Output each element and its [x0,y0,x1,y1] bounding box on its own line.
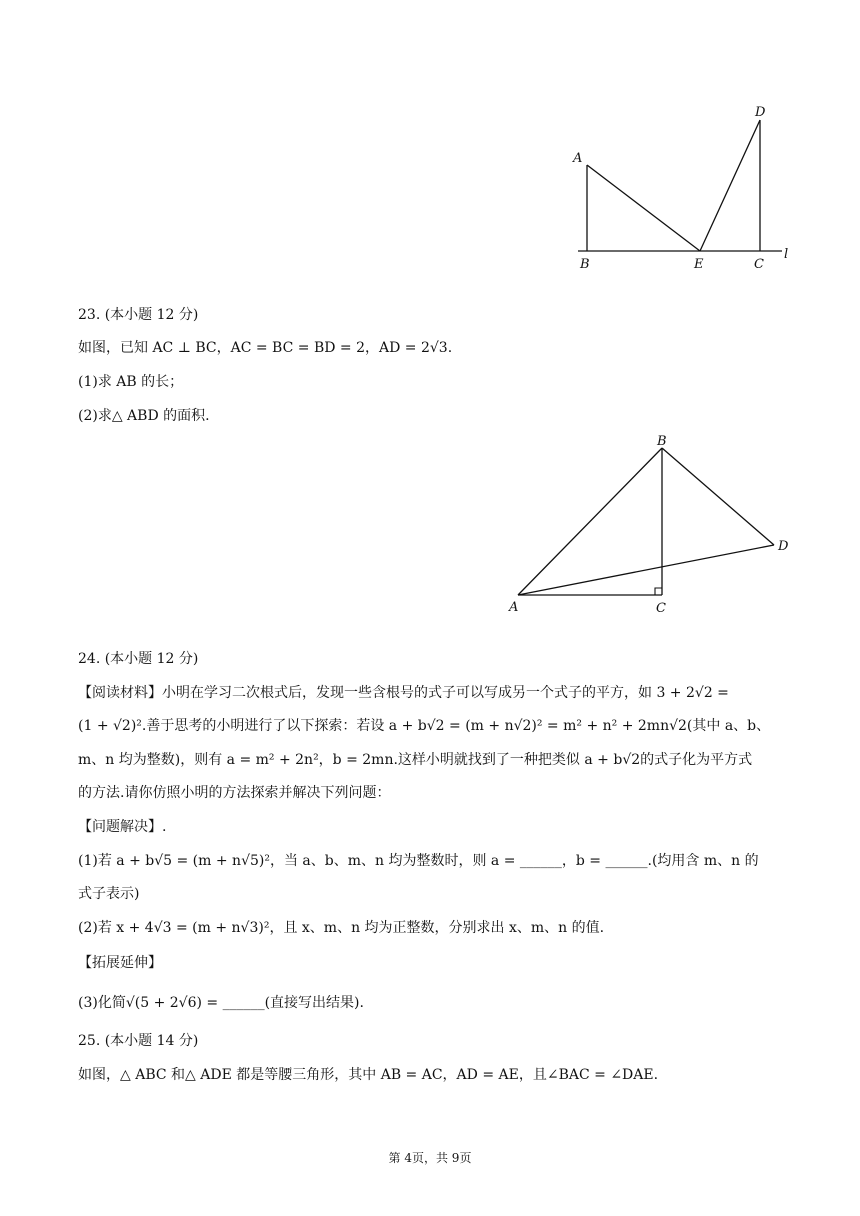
label-a: A [509,600,519,615]
label-b: B [580,257,590,272]
figure-q22-diagram [560,98,800,278]
q24-part1-line1: (1)若 a + b√5 = (m + n√5)²，当 a、b、m、n 均为整数时，则 a = ______，b = ______.(均用含 m、n 的 [78,853,759,869]
right-angle-mark [655,588,662,595]
q24-header: 24. (本小题 12 分) [78,651,199,667]
q23-stem: 如图，已知 AC ⊥ BC，AC = BC = BD = 2，AD = 2√3. [78,340,453,356]
q24-reading-line3: m、n 均为整数)，则有 a = m² + 2n²，b = 2mn.这样小明就找到了一种把类似 a + b√2的式子化为平方式 [78,752,753,768]
segment-ae [587,165,700,251]
segment-ab [518,448,662,595]
q24-extend-heading: 【拓展延伸】 [78,955,162,971]
label-e: E [694,257,704,272]
q24-part1-line2: 式子表示) [78,886,140,902]
q23-header: 23. (本小题 12 分) [78,307,199,323]
segment-ad [518,545,774,595]
segment-ed [700,120,760,251]
q24-reading-line1: 【阅读材料】小明在学习二次根式后，发现一些含根号的式子可以写成另一个式子的平方，如 3 + 2√2 = [78,685,729,701]
q23-part2: (2)求△ ABD 的面积. [78,408,210,424]
label-l: l [784,247,789,262]
q24-reading-line4: 的方法.请你仿照小明的方法探索并解决下列问题： [78,785,391,801]
q24-solve-heading: 【问题解决】. [78,819,167,835]
label-a: A [573,151,583,166]
q24-part2: (2)若 x + 4√3 = (m + n√3)²，且 x、m、n 均为正整数，分别求出 x、m、n 的值. [78,920,605,936]
q23-part1: (1)求 AB 的长； [78,374,184,390]
q24-reading-line2: (1 + √2)².善于思考的小明进行了以下探索：若设 a + b√2 = (m + n√2)² = m² + n² + 2mn√2(其中 a、b、 [78,718,771,734]
label-d: D [778,539,789,554]
segment-bd [662,448,774,545]
label-b: B [657,434,667,449]
page-footer: 第 4页，共 9页 [388,1151,472,1165]
label-d: D [755,105,766,120]
q25-header: 25. (本小题 14 分) [78,1033,199,1049]
label-c: C [656,601,666,616]
q24-part3: (3)化简√(5 + 2√6) = ______(直接写出结果). [78,995,364,1011]
q25-stem: 如图，△ ABC 和△ ADE 都是等腰三角形，其中 AB = AC，AD = AE，且∠BAC = ∠DAE. [78,1067,659,1083]
figure-q23-diagram [500,430,800,620]
label-c: C [754,257,764,272]
